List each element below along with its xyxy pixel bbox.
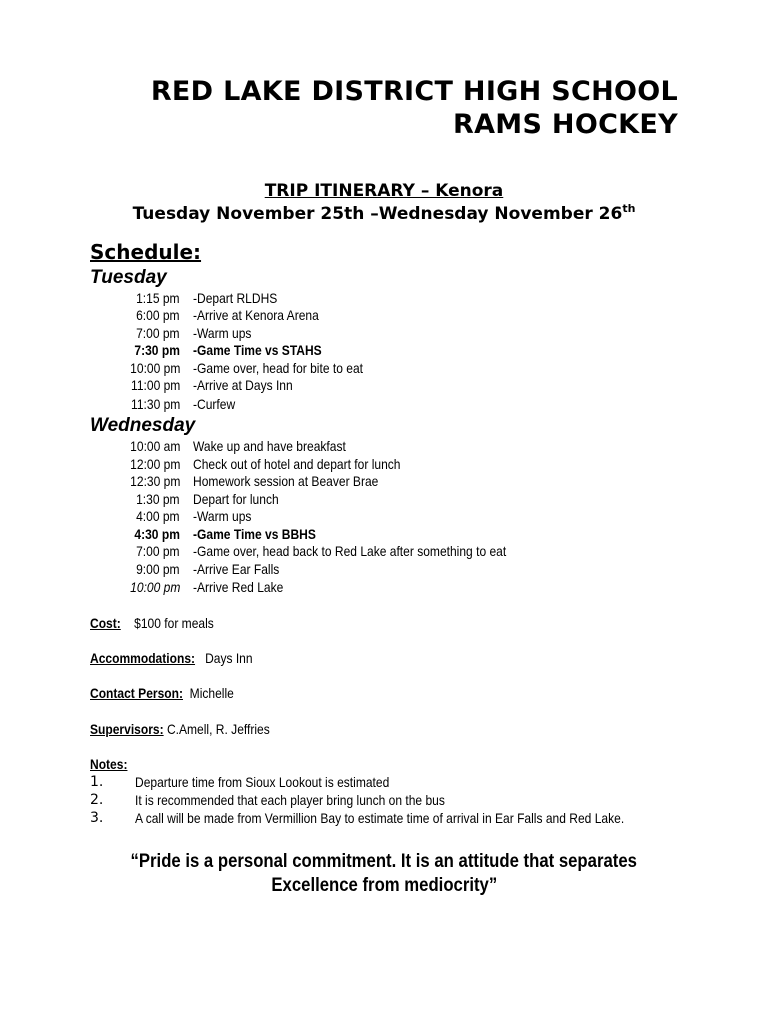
trip-dates-suffix: th <box>622 202 636 215</box>
schedule-row <box>0 561 768 579</box>
note-number: 1. <box>90 774 104 790</box>
schedule-row <box>0 473 768 491</box>
cost-value: $100 for meals <box>134 615 214 631</box>
schedule-time: 4:00 pm <box>136 508 180 524</box>
schedule-activity: -Game Time vs STAHS <box>193 342 322 358</box>
schedule-activity: -Game over, head back to Red Lake after something to eat <box>193 543 507 559</box>
schedule-row-game <box>0 342 768 360</box>
trip-dates <box>0 202 768 224</box>
schedule-row <box>0 491 768 509</box>
note-text: It is recommended that each player bring lunch on the bus <box>135 792 445 808</box>
schedule-activity: -Warm ups <box>193 325 252 341</box>
schedule-row <box>0 579 768 597</box>
quote-text-2: Excellence from mediocrity” <box>271 875 497 896</box>
note-number: 2. <box>90 792 104 808</box>
schedule-time: 1:30 pm <box>136 491 180 507</box>
schedule-activity: -Depart RLDHS <box>193 290 278 306</box>
contact-value: Michelle <box>189 685 234 701</box>
contact-label: Contact Person: <box>90 685 183 701</box>
schedule-activity: -Game Time vs BBHS <box>193 526 316 542</box>
schedule-time: 7:00 pm <box>136 543 180 559</box>
note-text: A call will be made from Vermillion Bay to estimate time of arrival in Ear Falls and Red Lake. <box>135 810 625 826</box>
trip-dates-text: Tuesday November 25th –Wednesday November 26 <box>132 204 623 224</box>
wednesday-heading: Wednesday <box>90 415 196 436</box>
schedule-row <box>0 438 768 456</box>
schedule-row <box>0 325 768 343</box>
note-number: 3. <box>90 810 104 826</box>
supervisors-label: Supervisors: <box>90 721 164 737</box>
itinerary-heading-text: TRIP ITINERARY – Kenora <box>264 181 504 201</box>
cost-label: Cost: <box>90 615 121 631</box>
schedule-time: 10:00 pm <box>129 360 180 376</box>
itinerary-heading <box>0 181 768 201</box>
accommodations-value: Days Inn <box>205 650 253 666</box>
schedule-time: 12:00 pm <box>129 456 180 472</box>
schedule-row <box>0 508 768 526</box>
schedule-activity: Homework session at Beaver Brae <box>193 473 379 489</box>
schedule-row <box>0 456 768 474</box>
schedule-time: 10:00 pm <box>129 579 180 595</box>
schedule-row <box>0 543 768 561</box>
schedule-activity: -Curfew <box>193 396 236 412</box>
schedule-time: 1:15 pm <box>136 290 180 306</box>
schedule-time: 6:00 pm <box>136 307 180 323</box>
schedule-row <box>0 290 768 308</box>
school-title: RED LAKE DISTRICT HIGH SCHOOL <box>150 76 678 107</box>
schedule-activity: -Arrive Red Lake <box>193 579 284 595</box>
schedule-time: 11:30 pm <box>130 396 180 412</box>
supervisors-value: C.Amell, R. Jeffries <box>166 721 270 737</box>
team-title: RAMS HOCKEY <box>453 109 678 140</box>
cost-line <box>90 615 214 631</box>
schedule-row <box>0 360 768 378</box>
accommodations-line <box>90 650 253 666</box>
notes-label: Notes: <box>90 756 128 772</box>
schedule-activity: Depart for lunch <box>193 491 279 507</box>
schedule-activity: -Warm ups <box>193 508 252 524</box>
supervisors-line <box>90 721 270 737</box>
schedule-activity: Check out of hotel and depart for lunch <box>193 456 401 472</box>
schedule-time: 12:30 pm <box>129 473 180 489</box>
accommodations-label: Accommodations: <box>90 650 196 666</box>
schedule-time: 10:00 am <box>129 438 180 454</box>
schedule-row <box>0 307 768 325</box>
schedule-time: 11:00 pm <box>130 377 180 393</box>
quote-line-2 <box>0 875 768 897</box>
note-text: Departure time from Sioux Lookout is estimated <box>135 774 390 790</box>
schedule-activity: -Game over, head for bite to eat <box>193 360 363 376</box>
schedule-time: 7:30 pm <box>134 342 180 358</box>
schedule-activity: -Arrive at Kenora Arena <box>193 307 319 323</box>
schedule-time: 7:00 pm <box>136 325 180 341</box>
schedule-heading: Schedule: <box>90 240 202 264</box>
schedule-activity: -Arrive at Days Inn <box>193 377 293 393</box>
quote-text-1: “Pride is a personal commitment. It is an attitude that separates <box>130 851 638 872</box>
schedule-row <box>0 396 768 414</box>
schedule-time: 4:30 pm <box>134 526 180 542</box>
schedule-time: 9:00 pm <box>136 561 180 577</box>
schedule-activity: Wake up and have breakfast <box>193 438 346 454</box>
schedule-row-game <box>0 526 768 544</box>
schedule-activity: -Arrive Ear Falls <box>193 561 280 577</box>
quote-line-1 <box>0 851 768 873</box>
schedule-row <box>0 377 768 395</box>
contact-line <box>90 685 234 701</box>
tuesday-heading: Tuesday <box>90 267 167 288</box>
